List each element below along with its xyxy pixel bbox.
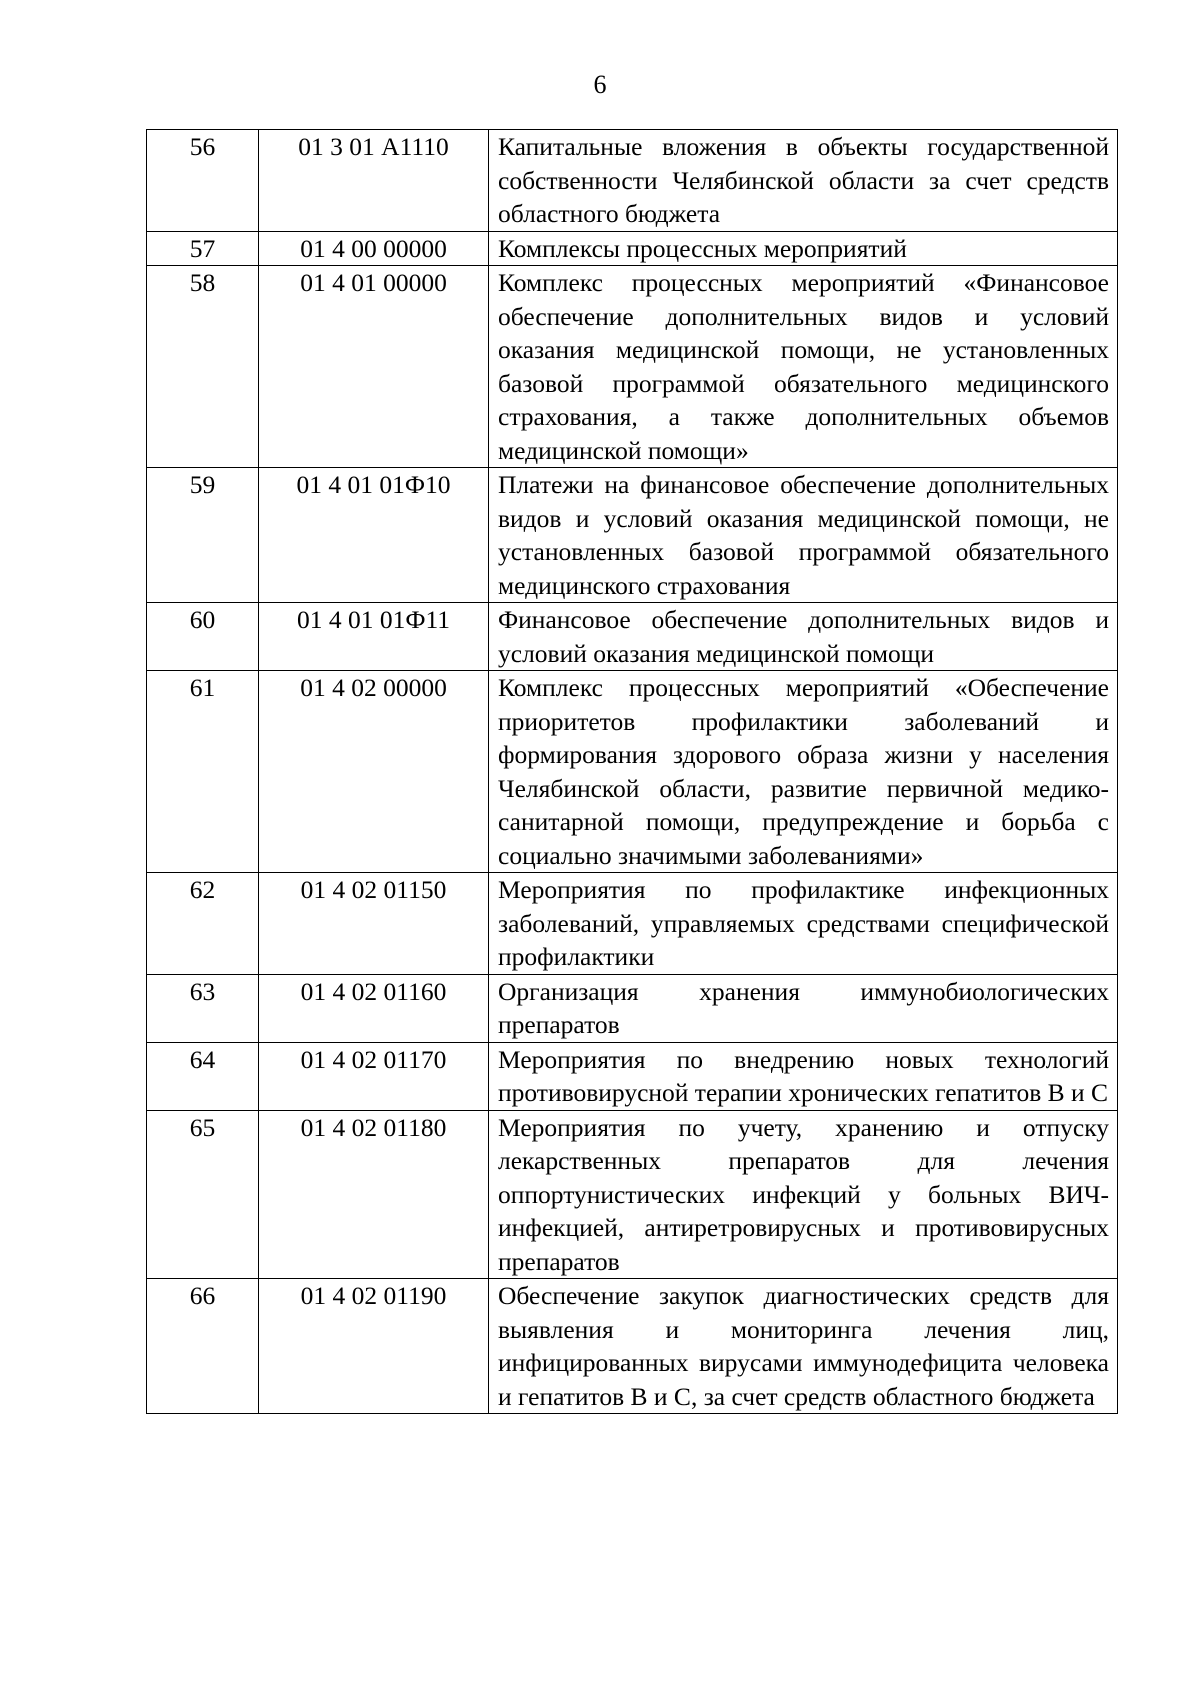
classification-code: 01 4 02 01190 [259, 1279, 489, 1414]
classification-code: 01 4 02 01180 [259, 1110, 489, 1279]
classification-code: 01 4 01 01Ф11 [259, 603, 489, 671]
row-number: 63 [147, 974, 259, 1042]
classification-code: 01 4 02 01170 [259, 1042, 489, 1110]
table-row [147, 671, 1118, 873]
classification-code: 01 4 02 00000 [259, 671, 489, 873]
table-row [147, 1042, 1118, 1110]
classification-code: 01 4 02 01160 [259, 974, 489, 1042]
row-number: 59 [147, 468, 259, 603]
item-name: Комплекс процессных мероприятий «Обеспечение приоритетов профилактики заболеваний и формирования здорового образа жизни у населения Челябинской области, развитие первичной медико-санитарной помощи, предупреждение и борьба с социально значимыми заболеваниями» [489, 671, 1118, 873]
row-number: 57 [147, 231, 259, 266]
table-row [147, 231, 1118, 266]
row-number: 58 [147, 266, 259, 468]
classification-code: 01 4 02 01150 [259, 873, 489, 975]
row-number: 65 [147, 1110, 259, 1279]
classification-code: 01 4 01 01Ф10 [259, 468, 489, 603]
item-name: Мероприятия по учету, хранению и отпуску лекарственных препаратов для лечения оппортунистических инфекций у больных ВИЧ-инфекцией, антиретровирусных и противовирусных препаратов [489, 1110, 1118, 1279]
table-row [147, 468, 1118, 603]
table-row [147, 266, 1118, 468]
table-row [147, 1110, 1118, 1279]
page-number: 6 [593, 70, 607, 99]
item-name: Мероприятия по внедрению новых технологий противовирусной терапии хронических гепатитов В и С [489, 1042, 1118, 1110]
table-row [147, 873, 1118, 975]
row-number: 56 [147, 130, 259, 232]
table-row [147, 1279, 1118, 1414]
item-name: Мероприятия по профилактике инфекционных заболеваний, управляемых средствами специфической профилактики [489, 873, 1118, 975]
row-number: 62 [147, 873, 259, 975]
table-row [147, 974, 1118, 1042]
classification-code: 01 4 01 00000 [259, 266, 489, 468]
row-number: 64 [147, 1042, 259, 1110]
item-name: Комплекс процессных мероприятий «Финансовое обеспечение дополнительных видов и условий оказания медицинской помощи, не установленных базовой программой обязательного медицинского страхования, а также дополнительных объемов медицинской помощи» [489, 266, 1118, 468]
row-number: 66 [147, 1279, 259, 1414]
row-number: 61 [147, 671, 259, 873]
item-name: Организация хранения иммунобиологических препаратов [489, 974, 1118, 1042]
row-number: 60 [147, 603, 259, 671]
table-row [147, 130, 1118, 232]
item-name: Обеспечение закупок диагностических средств для выявления и мониторинга лечения лиц, инфицированных вирусами иммунодефицита человека и гепатитов В и С, за счет средств областного бюджета [489, 1279, 1118, 1414]
classification-code: 01 3 01 А1110 [259, 130, 489, 232]
budget-code-table [146, 129, 1118, 1414]
item-name: Капитальные вложения в объекты государственной собственности Челябинской области за счет средств областного бюджета [489, 130, 1118, 232]
table-row [147, 603, 1118, 671]
classification-code: 01 4 00 00000 [259, 231, 489, 266]
item-name: Финансовое обеспечение дополнительных видов и условий оказания медицинской помощи [489, 603, 1118, 671]
item-name: Комплексы процессных мероприятий [489, 231, 1118, 266]
item-name: Платежи на финансовое обеспечение дополнительных видов и условий оказания медицинской помощи, не установленных базовой программой обязательного медицинского страхования [489, 468, 1118, 603]
